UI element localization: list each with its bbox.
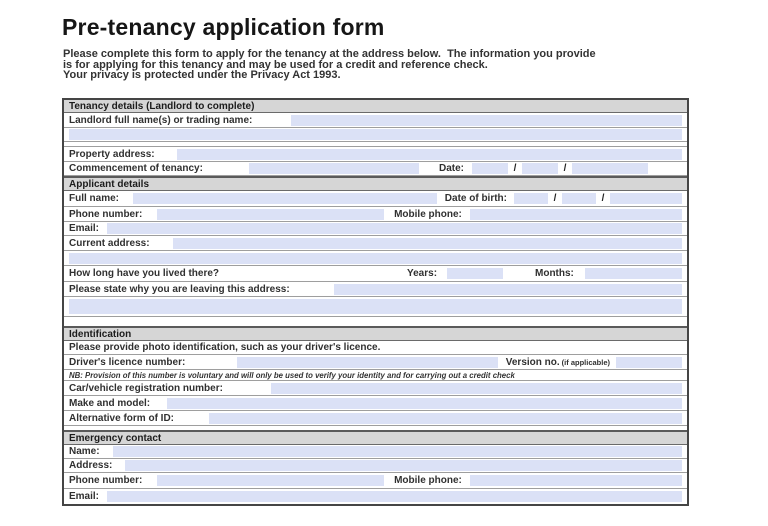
dob-label: Date of birth: xyxy=(444,193,507,204)
current-address-row xyxy=(64,236,687,251)
mobile-input[interactable] xyxy=(470,209,682,220)
intro-text xyxy=(63,49,768,81)
dob-month-input[interactable] xyxy=(562,193,596,204)
email-row xyxy=(64,222,687,236)
licence-number-input[interactable] xyxy=(237,357,498,368)
licence-number-label: Driver's licence number: xyxy=(69,356,186,368)
intro-line-2: is for applying for this tenancy and may be used for a credit and reference check. xyxy=(63,58,488,71)
property-address-label: Property address: xyxy=(69,148,155,160)
photo-id-note: Please provide photo identification, such as your driver's licence. xyxy=(69,342,381,353)
commencement-row xyxy=(64,162,687,176)
months-label: Months: xyxy=(535,268,574,279)
property-address-input[interactable] xyxy=(177,149,682,160)
email-input[interactable] xyxy=(107,223,682,234)
leaving-reason-label: Please state why you are leaving this address: xyxy=(69,283,290,295)
full-name-label: Full name: xyxy=(69,193,120,204)
section-header-applicant: Applicant details xyxy=(64,176,687,191)
leaving-reason-row-2 xyxy=(64,297,687,317)
car-rego-label: Car/vehicle registration number: xyxy=(69,382,223,394)
how-long-row xyxy=(64,266,687,282)
row-spacer xyxy=(64,317,687,326)
version-input[interactable] xyxy=(616,357,682,368)
version-label: Version no. xyxy=(505,356,560,368)
full-name-input[interactable] xyxy=(133,193,437,204)
current-address-input-2[interactable] xyxy=(69,253,682,264)
months-input[interactable] xyxy=(585,268,682,279)
date-month-input[interactable] xyxy=(522,163,558,174)
current-address-row-2 xyxy=(64,251,687,266)
emergency-name-input[interactable] xyxy=(113,446,682,457)
years-label: Years: xyxy=(407,268,438,279)
leaving-reason-input-2[interactable] xyxy=(69,299,682,314)
licence-row xyxy=(64,355,687,370)
date-separator: / xyxy=(601,193,605,204)
emergency-email-label: Email: xyxy=(69,491,100,502)
date-separator: / xyxy=(563,163,567,174)
alt-id-input[interactable] xyxy=(209,413,682,424)
landlord-name-row-2 xyxy=(64,128,687,142)
current-address-input[interactable] xyxy=(173,238,682,249)
alt-id-label: Alternative form of ID: xyxy=(69,412,175,424)
emergency-mobile-label: Mobile phone: xyxy=(394,475,462,486)
emergency-name-row xyxy=(64,445,687,459)
car-rego-row xyxy=(64,381,687,396)
section-header-tenancy: Tenancy details (Landlord to complete) xyxy=(64,100,687,113)
date-separator: / xyxy=(553,193,557,204)
date-separator: / xyxy=(513,163,517,174)
landlord-name-label: Landlord full name(s) or trading name: xyxy=(69,114,253,126)
emergency-email-row xyxy=(64,489,687,504)
full-name-row xyxy=(64,191,687,207)
application-form xyxy=(62,98,689,506)
years-input[interactable] xyxy=(447,268,503,279)
emergency-address-input[interactable] xyxy=(125,460,682,471)
email-label: Email: xyxy=(69,223,100,234)
phone-row xyxy=(64,207,687,222)
emergency-phone-label: Phone number: xyxy=(69,475,143,486)
make-model-label: Make and model: xyxy=(69,397,151,409)
date-label: Date: xyxy=(438,163,464,174)
emergency-address-row xyxy=(64,459,687,473)
leaving-reason-input[interactable] xyxy=(334,284,682,295)
nb-note: NB: Provision of this number is voluntary and will only be used to verify your identity and for carrying out a credit check xyxy=(69,370,515,380)
phone-input[interactable] xyxy=(157,209,384,220)
property-address-row xyxy=(64,147,687,162)
page-title: Pre-tenancy application form xyxy=(62,14,385,40)
intro-line-1: Please complete this form to apply for the tenancy at the address below. The information you provide xyxy=(63,48,596,60)
commencement-label: Commencement of tenancy: xyxy=(69,163,203,174)
how-long-label: How long have you lived there? xyxy=(69,268,220,279)
intro-line-3: Your privacy is protected under the Privacy Act 1993. xyxy=(63,69,341,81)
photo-id-note-row xyxy=(64,341,687,355)
emergency-email-input[interactable] xyxy=(107,491,682,502)
make-model-row xyxy=(64,396,687,411)
emergency-phone-input[interactable] xyxy=(157,475,384,486)
make-model-input[interactable] xyxy=(167,398,682,409)
emergency-address-label: Address: xyxy=(69,460,113,471)
emergency-name-label: Name: xyxy=(69,446,100,457)
leaving-reason-row xyxy=(64,282,687,297)
section-header-emergency: Emergency contact xyxy=(64,430,687,445)
landlord-name-row xyxy=(64,113,687,128)
emergency-phone-row xyxy=(64,473,687,489)
document-page xyxy=(0,14,768,526)
date-day-input[interactable] xyxy=(472,163,508,174)
section-header-identification: Identification xyxy=(64,326,687,341)
dob-year-input[interactable] xyxy=(610,193,682,204)
mobile-label: Mobile phone: xyxy=(394,208,462,220)
dob-day-input[interactable] xyxy=(514,193,548,204)
version-hint: (if applicable) xyxy=(561,357,610,367)
phone-label: Phone number: xyxy=(69,208,143,220)
alt-id-row xyxy=(64,411,687,426)
landlord-name-input[interactable] xyxy=(291,115,682,126)
current-address-label: Current address: xyxy=(69,237,150,249)
emergency-mobile-input[interactable] xyxy=(470,475,682,486)
commencement-input[interactable] xyxy=(249,163,419,174)
landlord-name-input-2[interactable] xyxy=(69,129,682,140)
nb-note-row xyxy=(64,370,687,381)
car-rego-input[interactable] xyxy=(271,383,682,394)
date-year-input[interactable] xyxy=(572,163,648,174)
